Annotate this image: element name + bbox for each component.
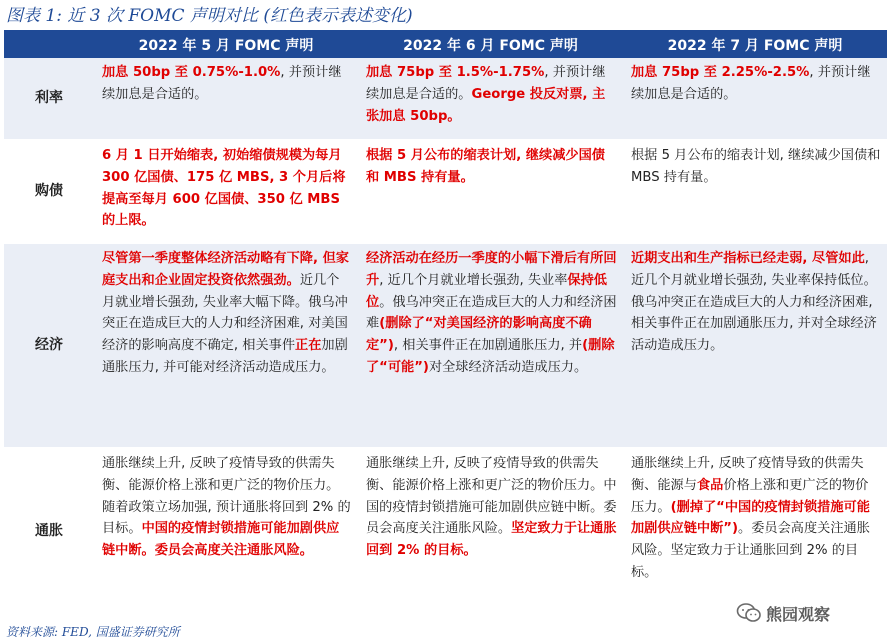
- cell-economy-june: [358, 243, 623, 448]
- cell-purchase-june: [358, 140, 623, 243]
- statement-text: 对全球经济活动造成压力。: [428, 359, 588, 375]
- statement-text: , 并预计继续加息是合适的。: [366, 65, 606, 102]
- changed-text: (删除了“可能”): [366, 338, 615, 375]
- statement-text: , 并预计继续加息是合适的。: [102, 65, 342, 102]
- wechat-watermark: [736, 600, 881, 626]
- changed-text: (删掉了“中国的疫情封锁措施可能加剧供应链中断”): [631, 499, 870, 537]
- statement-text: 近几个月就业增长强劲, 失业率大幅下降。俄乌冲突正在造成巨大的人力和经济困难, 对美国经济的影响高度不确定, 相关事件: [102, 272, 348, 354]
- statement-text: 加剧通胀压力, 并可能对经济活动造成压力。: [102, 338, 348, 375]
- cell-rate-july: [623, 58, 887, 140]
- wechat-icon: [736, 602, 762, 624]
- cell-rate-may: [94, 58, 358, 140]
- header-june-2022: 2022 年 6 月 FOMC 声明: [358, 32, 623, 58]
- changed-text: 中国的疫情封锁措施可能加剧供应链中断。委员会高度关注通胀风险。: [102, 521, 340, 559]
- header-blank: [4, 32, 94, 58]
- statement-text: 通胀继续上升, 反映了疫情导致的供需失衡、能源价格上涨和更广泛的物价压力。随着政策立场加强, 预计通胀将回到 2% 的目标。: [102, 456, 351, 537]
- figure-title: 图表 1: 近 3 次 FOMC 声明对比 (红色表示表述变化): [6, 6, 413, 26]
- statement-text: , 近几个月就业增长强劲, 失业率: [379, 272, 568, 288]
- changed-text: 尽管第一季度整体经济活动略有下降, 但家庭支出和企业固定投资依然强劲。: [102, 251, 349, 288]
- row-label-inflation: 通胀: [4, 448, 94, 616]
- row-economy: [4, 243, 887, 448]
- statement-text: 通胀继续上升, 反映了疫情导致的供需失衡、能源与: [631, 456, 864, 493]
- changed-text: George 投反对票, 主张加息 50bp。: [366, 86, 606, 124]
- cell-economy-may: [94, 243, 358, 448]
- watermark-label: 熊园观察: [766, 604, 831, 624]
- changed-text: 加息 75bp 至 1.5%-1.75%: [366, 65, 545, 80]
- statement-text: 根据 5 月公布的缩表计划, 继续减少国债和 MBS 持有量。: [631, 148, 881, 185]
- cell-inflation-june: [358, 448, 623, 616]
- statement-text: 。委员会高度关注通胀风险。坚定致力于让通胀回到 2% 的目标。: [631, 521, 870, 580]
- row-label-economy: 经济: [4, 243, 94, 448]
- changed-text: 正在: [295, 338, 322, 354]
- changed-text: 保持低位: [366, 272, 607, 310]
- changed-text: (删除了“对美国经济的影响高度不确定”): [366, 316, 592, 354]
- cell-purchase-may: [94, 140, 358, 243]
- cell-inflation-may: [94, 448, 358, 616]
- changed-text: 食品: [696, 477, 724, 493]
- statement-text: , 相关事件正在加剧通胀压力, 并: [393, 338, 583, 354]
- changed-text: 根据 5 月公布的缩表计划, 继续减少国债和 MBS 持有量。: [366, 148, 605, 185]
- row-interest-rate: [4, 58, 887, 140]
- changed-text: 近期支出和生产指标已经走弱, 尽管如此: [631, 251, 865, 266]
- changed-text: 加息 50bp 至 0.75%-1.0%: [102, 65, 281, 80]
- row-label-interest-rate: 利率: [4, 58, 94, 140]
- changed-text: 6 月 1 日开始缩表, 初始缩债规模为每月 300 亿国债、175 亿 MBS, 3 个月后将提高至每月 600 亿国债、350 亿 MBS 的上限。: [102, 148, 346, 229]
- source-note: 资料来源: FED, 国盛证券研究所: [6, 625, 180, 639]
- statement-text: 。俄乌冲突正在造成巨大的人力和经济困难: [366, 294, 617, 332]
- statement-text: , 近几个月就业增长强劲, 失业率保持低位。俄乌冲突正在造成巨大的人力和经济困难, 相关事件正在加剧通胀压力, 并对全球经济活动造成压力。: [631, 251, 877, 354]
- changed-text: 经济活动在经历一季度的小幅下滑后有所回升: [366, 251, 617, 288]
- statement-text: , 并预计继续加息是合适的。: [631, 65, 871, 102]
- statement-text: 价格上涨和更广泛的物价压力。: [631, 477, 869, 515]
- row-label-bond-purchase: 购债: [4, 140, 94, 243]
- cell-purchase-july: [623, 140, 887, 243]
- fomc-comparison-table: [4, 32, 887, 617]
- cell-rate-june: [358, 58, 623, 140]
- statement-text: 通胀继续上升, 反映了疫情导致的供需失衡、能源价格上涨和更广泛的物价压力。中国的疫情封锁措施可能加剧供应链中断。委员会高度关注通胀风险。: [366, 456, 617, 537]
- cell-economy-july: [623, 243, 887, 448]
- row-bond-purchase: [4, 140, 887, 243]
- header-row: [4, 32, 887, 58]
- header-may-2022: 2022 年 5 月 FOMC 声明: [94, 32, 358, 58]
- changed-text: 坚定致力于让通胀回到 2% 的目标。: [366, 521, 617, 559]
- cell-inflation-july: [623, 448, 887, 616]
- changed-text: 加息 75bp 至 2.25%-2.5%: [631, 65, 810, 80]
- row-inflation: [4, 448, 887, 616]
- header-july-2022: 2022 年 7 月 FOMC 声明: [623, 32, 887, 58]
